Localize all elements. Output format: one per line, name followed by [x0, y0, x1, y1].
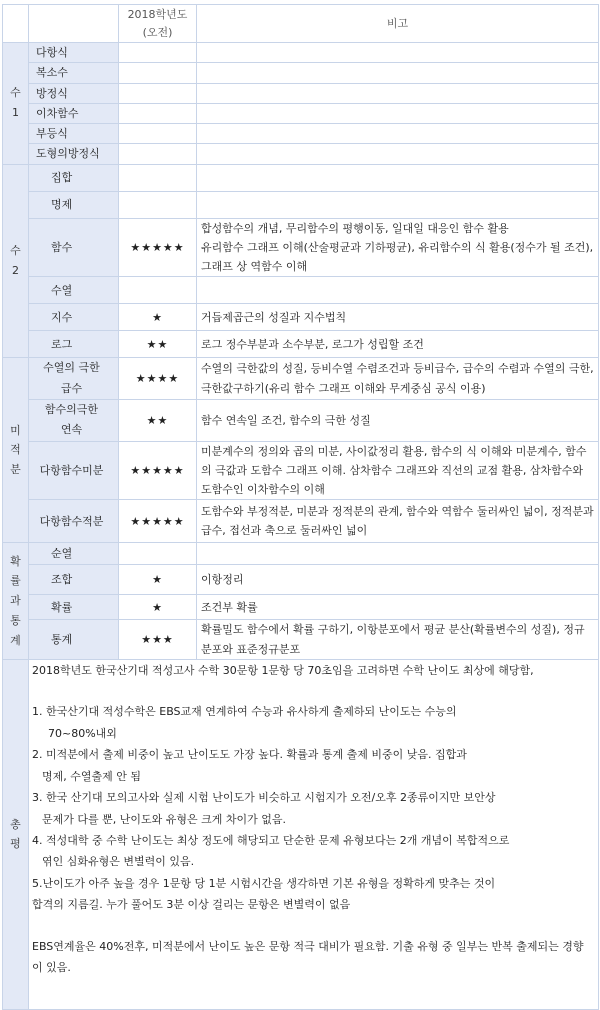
summary-point-1-cont: 70~80%내외: [48, 726, 117, 740]
table-row: [3, 543, 599, 565]
difficulty-stars: [119, 164, 197, 191]
topic-note: 확률밀도 함수에서 확률 구하기, 이항분포에서 평균 분산(확률변수의 성질), 정규분포와 표준정규분포: [197, 620, 599, 660]
group-label-su2: 수 2: [3, 164, 29, 358]
group-label-prob: 확 률 과 통 계: [3, 543, 29, 660]
difficulty-stars: ★★★★: [119, 358, 197, 400]
difficulty-stars: [119, 543, 197, 565]
topic-name: 명제: [29, 191, 119, 218]
topic-note: [197, 63, 599, 83]
topic-name: 함수의극한 연속: [29, 399, 119, 441]
difficulty-stars: [119, 124, 197, 144]
topic-name: 이차함수: [29, 103, 119, 123]
table-row: [3, 565, 599, 595]
topic-name: 부등식: [29, 124, 119, 144]
summary-point-4: 4. 적성대학 중 수학 난이도는 최상 정도에 해당되고 단순한 문제 유형보다는 2개 개념이 복합적으로: [32, 833, 510, 847]
table-row: [3, 399, 599, 441]
topic-note: 함수 연속일 조건, 함수의 극한 성질: [197, 399, 599, 441]
table-row: [3, 277, 599, 304]
topic-name: 복소수: [29, 63, 119, 83]
topic-name: 방정식: [29, 83, 119, 103]
topic-name: 로그: [29, 331, 119, 358]
difficulty-stars: [119, 277, 197, 304]
summary-point-4-cont: 엮인 심화유형은 변별력이 있음.: [42, 855, 195, 869]
table-row: [3, 124, 599, 144]
summary-content: [29, 659, 599, 1009]
header-blank-2: [29, 5, 119, 43]
topic-name: 다항식: [29, 43, 119, 63]
difficulty-stars: ★★★: [119, 620, 197, 660]
topic-note: 도함수와 부정적분, 미분과 정적분의 관계, 함수와 역함수 둘러싸인 넓이, 정적분과 급수, 접선과 축으로 둘러싸인 넓이: [197, 500, 599, 543]
topic-name: 수열의 극한 급수: [29, 358, 119, 400]
difficulty-stars: ★: [119, 595, 197, 620]
topic-name: 집합: [29, 164, 119, 191]
topic-name: 수열: [29, 277, 119, 304]
spacer: [32, 916, 594, 936]
table-row: [3, 304, 599, 331]
summary-point-3-cont: 문제가 다를 뿐, 난이도와 유형은 크게 차이가 없음.: [42, 812, 286, 826]
topic-name: 순열: [29, 543, 119, 565]
difficulty-stars: ★★★★★: [119, 441, 197, 500]
difficulty-stars: [119, 63, 197, 83]
table-row: [3, 620, 599, 660]
topic-note: 이항정리: [197, 565, 599, 595]
topic-name: 도형의방정식: [29, 144, 119, 164]
topic-name: 함수: [29, 218, 119, 277]
topic-note: [197, 543, 599, 565]
table-row: [3, 500, 599, 543]
topic-note: 미분계수의 정의와 곱의 미분, 사이값정리 활용, 함수의 식 이해와 미분계수, 함수의 극값과 도함수 그래프 이해. 삼차함수 그래프와 직선의 교점 활용, 삼차함수와 도함수인 이차함수의 이해: [197, 441, 599, 500]
table-row: [3, 103, 599, 123]
summary-point-5: 5.난이도가 아주 높을 경우 1문항 당 1분 시험시간을 생각하면 기본 유형을 정확하게 맞추는 것이: [32, 876, 496, 890]
topic-name: 확률: [29, 595, 119, 620]
topic-name: 지수: [29, 304, 119, 331]
topic-note: [197, 164, 599, 191]
group-label-summary: 총 평: [3, 659, 29, 1009]
difficulty-stars: [119, 43, 197, 63]
difficulty-stars: ★★★★★: [119, 500, 197, 543]
topic-note: [197, 83, 599, 103]
table-row: [3, 144, 599, 164]
difficulty-stars: [119, 191, 197, 218]
group-label-su1: 수 1: [3, 43, 29, 165]
topic-note: 로그 정수부분과 소수부분, 로그가 성립할 조건: [197, 331, 599, 358]
summary-ebs: EBS연계율은 40%전후, 미적분에서 난이도 높은 문항 적극 대비가 필요함. 기출 유형 중 일부는 반복 출제되는 경향이 있음.: [32, 939, 584, 975]
table-row: [3, 191, 599, 218]
header-note: 비고: [197, 5, 599, 43]
topic-name: 조합: [29, 565, 119, 595]
topic-note: [197, 43, 599, 63]
difficulty-stars: [119, 83, 197, 103]
difficulty-stars: ★: [119, 304, 197, 331]
topic-note: [197, 191, 599, 218]
exam-analysis-table: [2, 4, 599, 1010]
topic-note: [197, 124, 599, 144]
topic-note: [197, 277, 599, 304]
table-row: [3, 358, 599, 400]
table-row: [3, 218, 599, 277]
spacer: [32, 681, 594, 701]
summary-intro: 2018학년도 한국산기대 적성고사 수학 30문항 1문항 당 70초임을 고려하면 수학 난이도 최상에 해당함,: [32, 663, 534, 677]
topic-note: [197, 103, 599, 123]
table-row: [3, 595, 599, 620]
difficulty-stars: ★★: [119, 331, 197, 358]
difficulty-stars: ★★: [119, 399, 197, 441]
topic-note: 거듭제곱근의 성질과 지수법칙: [197, 304, 599, 331]
summary-point-1: 1. 한국산기대 적성수학은 EBS교재 연계하여 수능과 유사하게 출제하되 난이도는 수능의: [32, 705, 457, 719]
header-blank-1: [3, 5, 29, 43]
difficulty-stars: [119, 103, 197, 123]
table-row: [3, 83, 599, 103]
header-row: [3, 5, 599, 43]
summary-point-2-cont: 명제, 수열출제 안 됨: [42, 769, 141, 783]
topic-note: [197, 144, 599, 164]
topic-name: 다항함수미분: [29, 441, 119, 500]
difficulty-stars: ★★★★★: [119, 218, 197, 277]
group-label-calc: 미 적 분: [3, 358, 29, 543]
table-row: [3, 63, 599, 83]
topic-note: 합성함수의 개념, 무리함수의 평행이동, 일대일 대응인 함수 활용 유리함수 그래프 이해(산술평균과 기하평균), 유리함수의 식 활용(정수가 될 조건), 그래프 상 역함수 이해: [197, 218, 599, 277]
topic-note: 수열의 극한값의 성질, 등비수열 수렴조건과 등비급수, 급수의 수렴과 수열의 극한, 극한값구하기(유리 함수 그래프 이해와 무게중심 공식 이용): [197, 358, 599, 400]
table-row: [3, 164, 599, 191]
header-session-label: (오전): [142, 25, 173, 39]
difficulty-stars: [119, 144, 197, 164]
summary-point-3: 3. 한국 산기대 모의고사와 실제 시험 난이도가 비슷하고 시험지가 오전/오후 2종류이지만 보안상: [32, 791, 496, 805]
header-year-label: 2018학년도: [127, 8, 188, 22]
header-year: [119, 5, 197, 43]
summary-point-2: 2. 미적분에서 출제 비중이 높고 난이도도 가장 높다. 확률과 통계 출제 비중이 낮음. 집합과: [32, 748, 467, 762]
topic-note: 조건부 확률: [197, 595, 599, 620]
table-row: [3, 441, 599, 500]
topic-name: 통계: [29, 620, 119, 660]
summary-point-5-cont: 합격의 지름길. 누가 풀어도 3분 이상 걸리는 문항은 변별력이 없음: [32, 898, 351, 912]
difficulty-stars: ★: [119, 565, 197, 595]
topic-name: 다항함수적분: [29, 500, 119, 543]
summary-row: [3, 659, 599, 1009]
table-row: [3, 331, 599, 358]
table-row: [3, 43, 599, 63]
